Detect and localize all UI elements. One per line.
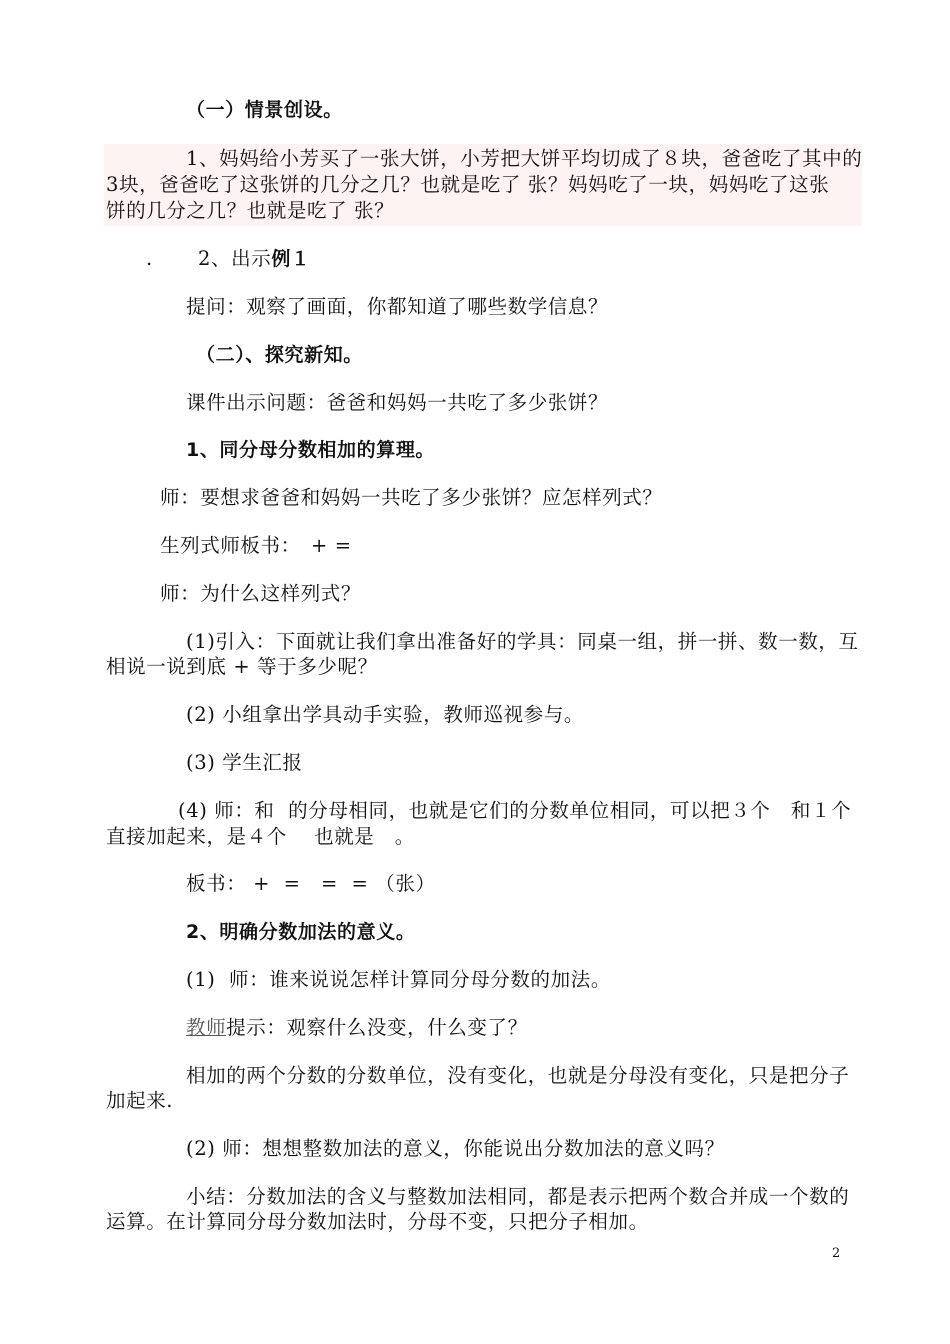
paragraph-line: 运算。在计算同分母分数加法时，分母不变，只把分子相加。 (106, 1210, 649, 1233)
paragraph-line: (2) 师：想想整数加法的意义，你能说出分数加法的意义吗？ (186, 1137, 725, 1160)
subsection-heading: 2、明确分数加法的意义。 (186, 921, 416, 943)
subsection-heading: 1、同分母分数相加的算理。 (186, 439, 436, 461)
paragraph-line: 小结：分数加法的含义与整数加法相同，都是表示把两个数合并成一个数的 (186, 1185, 850, 1208)
paragraph-line: 生列式师板书： + = (160, 534, 352, 557)
paragraph-line: 课件出示问题：爸爸和妈妈一共吃了多少张饼？ (186, 391, 609, 414)
paragraph-line: 提问：观察了画面，你都知道了哪些数学信息？ (186, 295, 609, 318)
paragraph-line: 板书： + = = = （张） (186, 872, 436, 895)
paragraph-line: (4) 师：和 的分母相同，也就是它们的分数单位相同，可以把３个 和１个 (178, 799, 852, 822)
paragraph-line: (1)引入：下面就让我们拿出准备好的学具：同桌一组，拼一拼、数一数，互 (186, 630, 859, 653)
paragraph-line: 加起来. (106, 1089, 174, 1112)
bullet-dot: . (146, 247, 153, 270)
paragraph-line: 1、妈妈给小芳买了一张大饼，小芳把大饼平均切成了８块，爸爸吃了其中的 (186, 147, 863, 170)
paragraph-line: 师：为什么这样列式？ (160, 582, 362, 605)
paragraph-line: 直接加起来，是４个 也就是 。 (106, 825, 415, 848)
paragraph-line: 2、出示例１ (198, 247, 311, 270)
paragraph-line: 3块，爸爸吃了这张饼的几分之几？也就是吃了 张？妈妈吃了一块，妈妈吃了这张 (106, 173, 830, 196)
paragraph-line: 相说一说到底 + 等于多少呢？ (106, 655, 378, 678)
paragraph-line: (3) 学生汇报 (186, 751, 303, 774)
paragraph-line: 相加的两个分数的分数单位，没有变化，也就是分母没有变化，只是把分子 (186, 1064, 850, 1087)
section-heading-1: （一）情景创设。 (186, 99, 343, 121)
paragraph-line: (2) 小组拿出学具动手实验，教师巡视参与。 (186, 703, 585, 726)
example-label: 例１ (271, 248, 311, 270)
page-number: 2 (832, 1246, 841, 1261)
paragraph-line: 教师提示：观察什么没变，什么变了？ (186, 1016, 528, 1039)
section-heading-2: （二）、探究新知。 (196, 344, 363, 366)
paragraph-line: (1) 师：谁来说说怎样计算同分母分数的加法。 (186, 968, 611, 991)
underlined-word: 教师 (186, 1016, 227, 1039)
paragraph-line: 饼的几分之几？也就是吃了 张？ (106, 199, 395, 222)
paragraph-line: 师：要想求爸爸和妈妈一共吃了多少张饼？应怎样列式？ (160, 486, 663, 509)
